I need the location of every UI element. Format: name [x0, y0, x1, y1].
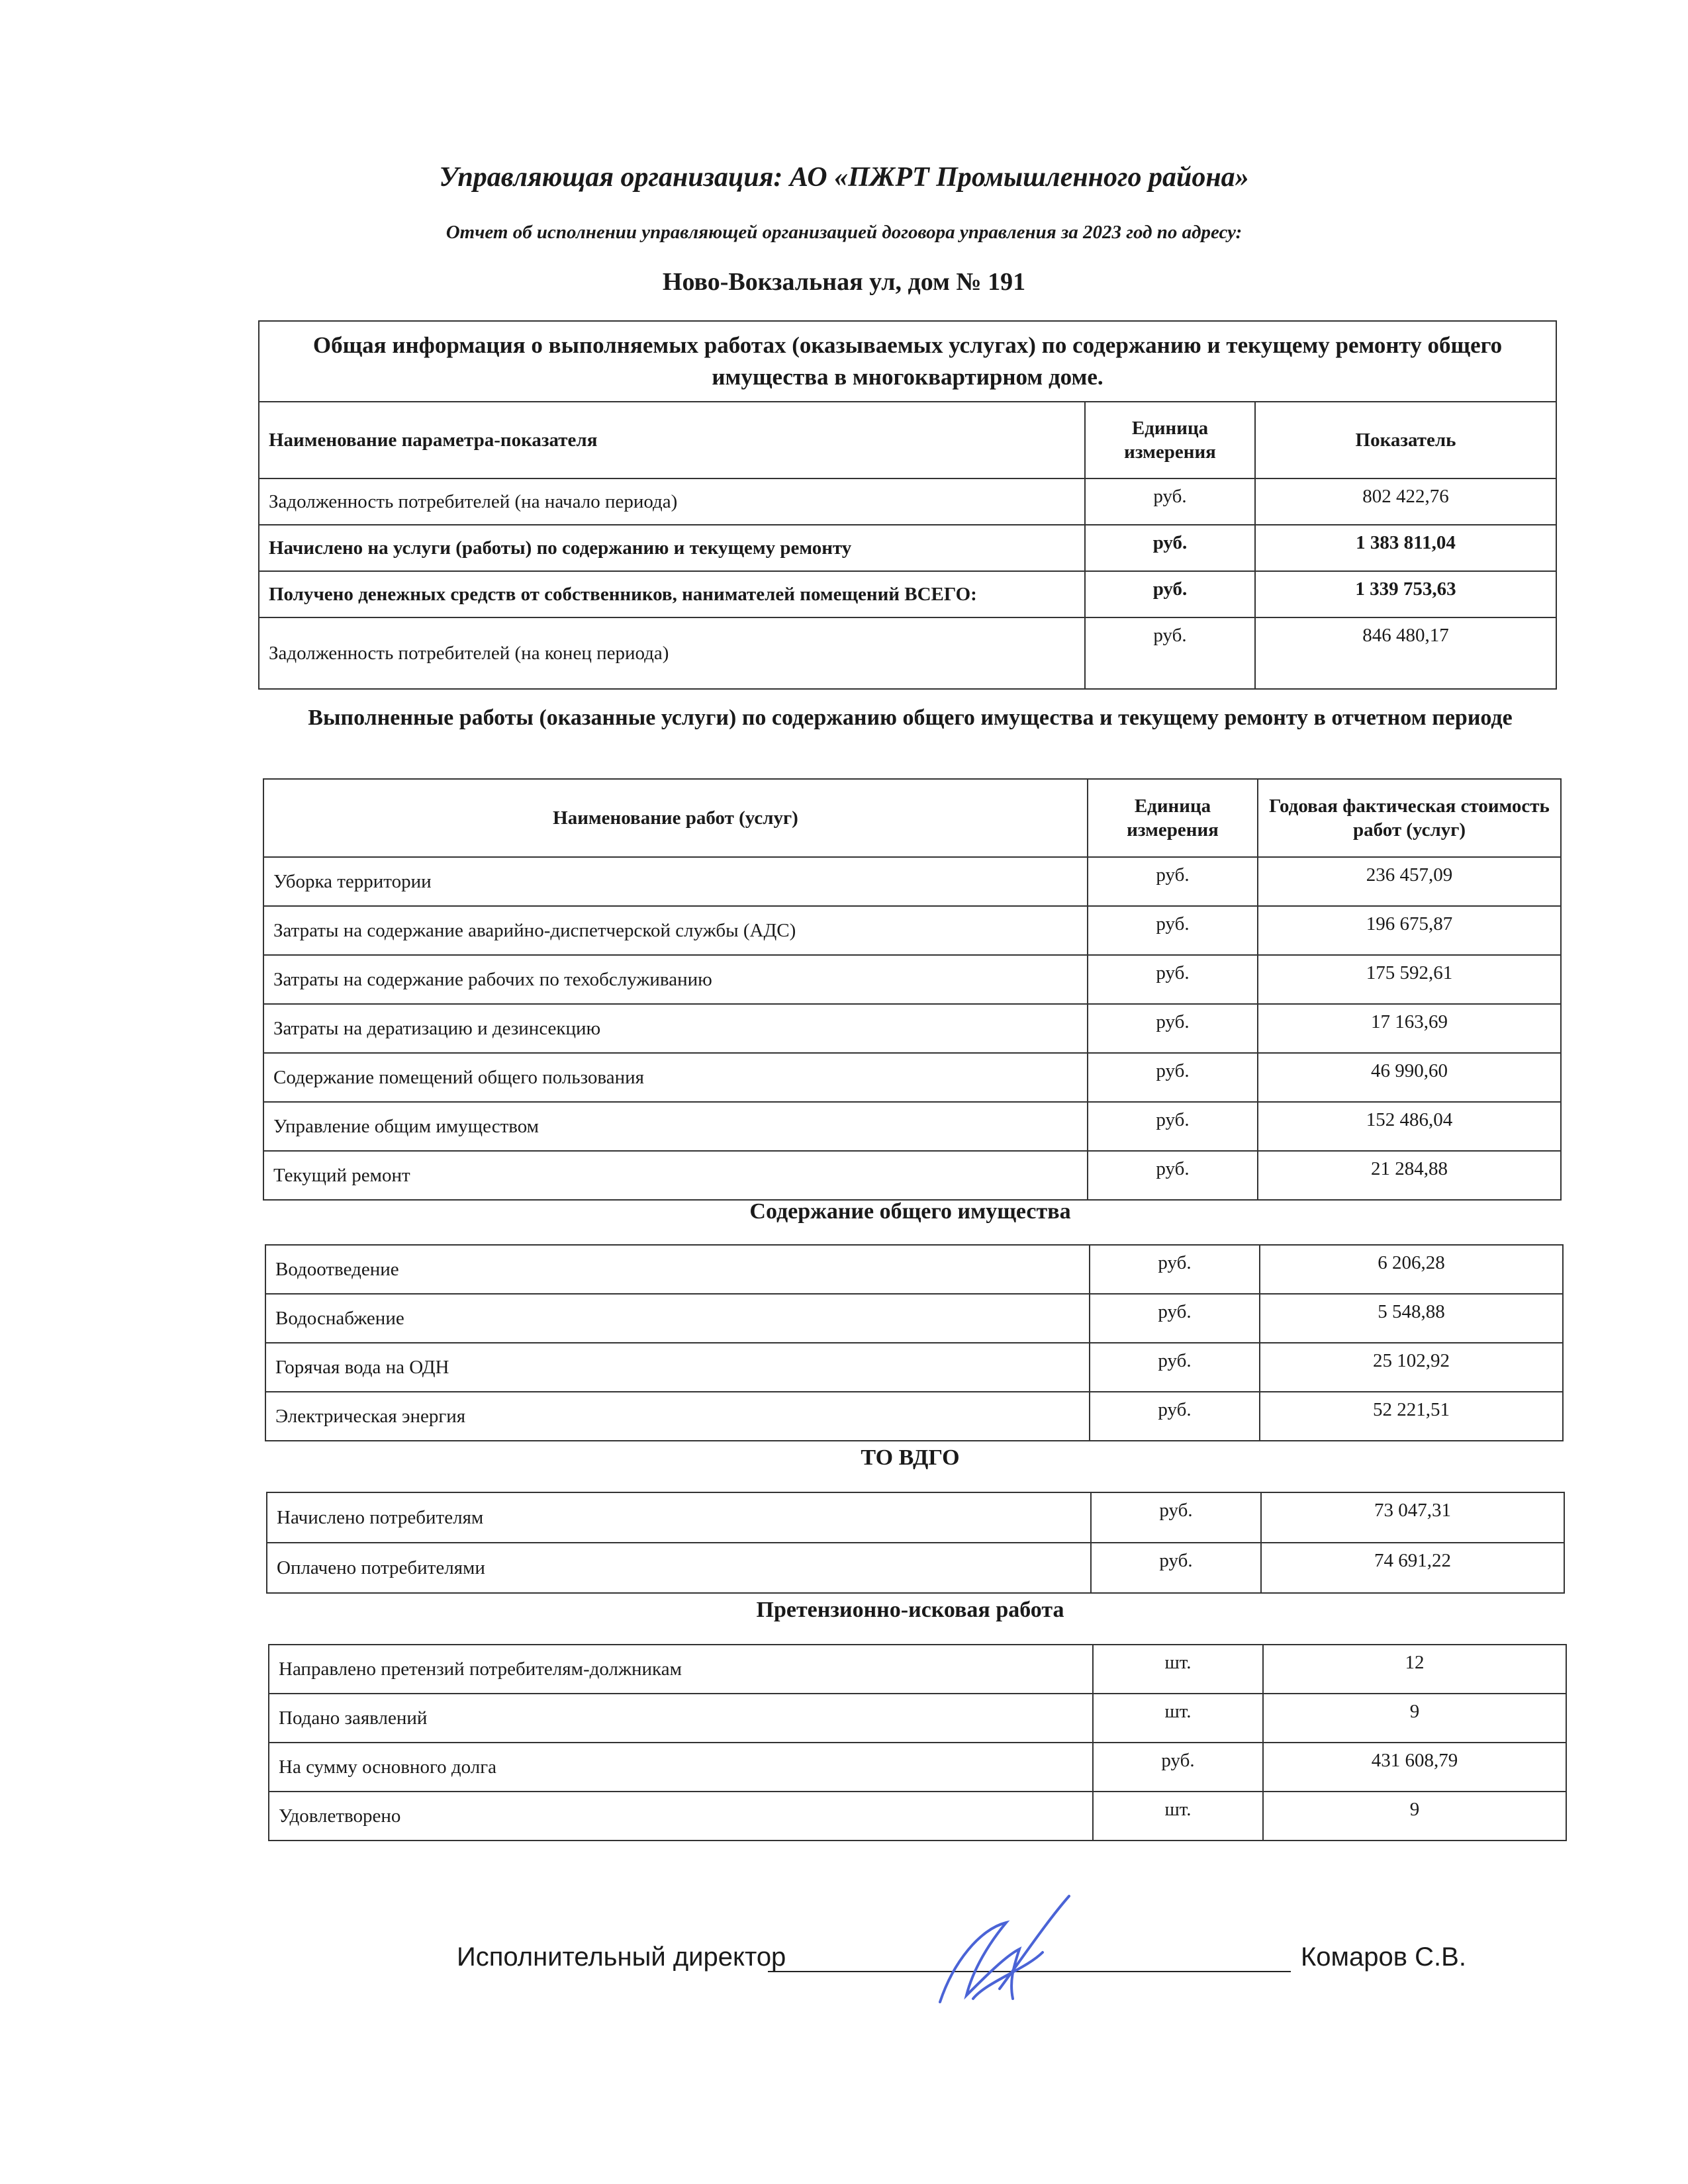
- row-value: 25 102,92: [1260, 1343, 1563, 1392]
- row-value: 52 221,51: [1260, 1392, 1563, 1441]
- col-header-unit: Единица измерения: [1088, 779, 1258, 857]
- row-unit: руб.: [1090, 1343, 1260, 1392]
- table-row: [265, 1392, 1563, 1441]
- row-name: Горячая вода на ОДН: [265, 1343, 1090, 1392]
- row-value: 1 339 753,63: [1255, 571, 1556, 617]
- row-unit: руб.: [1093, 1743, 1263, 1792]
- col-header-unit: Единица измерения: [1085, 402, 1255, 478]
- table-row: [269, 1645, 1566, 1694]
- row-name: Начислено на услуги (работы) по содержанию и текущему ремонту: [259, 525, 1085, 571]
- row-unit: шт.: [1093, 1792, 1263, 1841]
- row-unit: руб.: [1088, 906, 1258, 955]
- row-unit: руб.: [1090, 1245, 1260, 1294]
- works-table: [263, 778, 1562, 1201]
- row-name: Удовлетворено: [269, 1792, 1093, 1841]
- row-name: Задолженность потребителей (на начало периода): [259, 478, 1085, 525]
- row-name: Оплачено потребителями: [267, 1543, 1091, 1593]
- col-header-work-name: Наименование работ (услуг): [263, 779, 1088, 857]
- row-unit: руб.: [1088, 955, 1258, 1004]
- signer-name: Комаров С.В.: [1301, 1942, 1466, 1972]
- row-value: 21 284,88: [1258, 1151, 1561, 1200]
- claims-table: [268, 1644, 1567, 1841]
- row-value: 9: [1263, 1792, 1566, 1841]
- row-unit: руб.: [1085, 525, 1255, 571]
- table-row: [263, 1151, 1561, 1200]
- row-name: Управление общим имуществом: [263, 1102, 1088, 1151]
- row-value: 73 047,31: [1261, 1492, 1564, 1543]
- works-section-title: Выполненные работы (оказанные услуги) по содержанию общего имущества и текущему ремонту в отчетном периоде: [308, 705, 1513, 730]
- table-row: [263, 1004, 1561, 1053]
- row-value: 236 457,09: [1258, 857, 1561, 906]
- table-row: [263, 1102, 1561, 1151]
- col-header-parameter: Наименование параметра-показателя: [259, 402, 1085, 478]
- common-section-title: Содержание общего имущества: [749, 1199, 1071, 1224]
- general-info-table: [258, 320, 1557, 690]
- row-name: Уборка территории: [263, 857, 1088, 906]
- report-title: Отчет об исполнении управляющей организацией договора управления за 2023 год по адресу:: [445, 222, 1243, 243]
- row-unit: руб.: [1091, 1492, 1261, 1543]
- row-value: 431 608,79: [1263, 1743, 1566, 1792]
- row-name: Электрическая энергия: [265, 1392, 1090, 1441]
- row-unit: руб.: [1085, 571, 1255, 617]
- table-row: [259, 478, 1556, 525]
- row-name: Задолженность потребителей (на конец периода): [259, 617, 1085, 689]
- row-unit: шт.: [1093, 1645, 1263, 1694]
- row-name: Начислено потребителям: [267, 1492, 1091, 1543]
- row-unit: руб.: [1088, 1004, 1258, 1053]
- table-row: [265, 1294, 1563, 1343]
- row-value: 846 480,17: [1255, 617, 1556, 689]
- vdgo-table: [266, 1492, 1565, 1594]
- address: Ново-Вокзальная ул, дом № 191: [662, 268, 1026, 296]
- table-row: [265, 1245, 1563, 1294]
- common-property-table: [265, 1244, 1564, 1441]
- row-value: 196 675,87: [1258, 906, 1561, 955]
- row-unit: руб.: [1085, 617, 1255, 689]
- row-name: Затраты на содержание рабочих по техобслуживанию: [263, 955, 1088, 1004]
- table-row: [267, 1492, 1564, 1543]
- row-value: 17 163,69: [1258, 1004, 1561, 1053]
- row-name: Содержание помещений общего пользования: [263, 1053, 1088, 1102]
- table-row: [259, 571, 1556, 617]
- claims-section-title: Претензионно-исковая работа: [756, 1598, 1064, 1622]
- col-header-annual-cost: Годовая фактическая стоимость работ (услуг): [1258, 779, 1561, 857]
- row-unit: руб.: [1085, 478, 1255, 525]
- signer-position: Исполнительный директор: [457, 1942, 786, 1972]
- handwritten-signature: [927, 1883, 1086, 2015]
- row-name: Получено денежных средств от собственников, нанимателей помещений ВСЕГО:: [259, 571, 1085, 617]
- row-value: 46 990,60: [1258, 1053, 1561, 1102]
- row-unit: руб.: [1088, 857, 1258, 906]
- row-name: Затраты на дератизацию и дезинсекцию: [263, 1004, 1088, 1053]
- row-unit: руб.: [1088, 1151, 1258, 1200]
- table-row: [269, 1694, 1566, 1743]
- row-name: Водоотведение: [265, 1245, 1090, 1294]
- table-row: [267, 1543, 1564, 1593]
- row-value: 175 592,61: [1258, 955, 1561, 1004]
- row-value: 9: [1263, 1694, 1566, 1743]
- row-value: 6 206,28: [1260, 1245, 1563, 1294]
- row-value: 5 548,88: [1260, 1294, 1563, 1343]
- table-row: [259, 525, 1556, 571]
- table-row: [263, 906, 1561, 955]
- table-row: [265, 1343, 1563, 1392]
- table-row: [269, 1743, 1566, 1792]
- row-value: 1 383 811,04: [1255, 525, 1556, 571]
- org-title: Управляющая организация: АО «ПЖРТ Промышленного района»: [439, 162, 1249, 193]
- table-row: [263, 1053, 1561, 1102]
- row-name: Текущий ремонт: [263, 1151, 1088, 1200]
- vdgo-section-title: ТО ВДГО: [861, 1445, 960, 1470]
- row-unit: руб.: [1088, 1053, 1258, 1102]
- row-unit: руб.: [1090, 1392, 1260, 1441]
- table-row: [263, 955, 1561, 1004]
- row-name: Подано заявлений: [269, 1694, 1093, 1743]
- table-row: [269, 1792, 1566, 1841]
- row-name: Водоснабжение: [265, 1294, 1090, 1343]
- row-value: 74 691,22: [1261, 1543, 1564, 1593]
- row-name: На сумму основного долга: [269, 1743, 1093, 1792]
- row-unit: руб.: [1091, 1543, 1261, 1593]
- table-row: [259, 617, 1556, 689]
- table-row: [263, 857, 1561, 906]
- row-name: Затраты на содержание аварийно-диспетчерской службы (АДС): [263, 906, 1088, 955]
- row-unit: руб.: [1090, 1294, 1260, 1343]
- row-value: 152 486,04: [1258, 1102, 1561, 1151]
- row-unit: руб.: [1088, 1102, 1258, 1151]
- row-value: 12: [1263, 1645, 1566, 1694]
- col-header-value: Показатель: [1255, 402, 1556, 478]
- row-name: Направлено претензий потребителям-должникам: [269, 1645, 1093, 1694]
- row-value: 802 422,76: [1255, 478, 1556, 525]
- general-info-caption: Общая информация о выполняемых работах (оказываемых услугах) по содержанию и текущему ремонту общего имущества в многоквартирном доме.: [259, 321, 1556, 402]
- row-unit: шт.: [1093, 1694, 1263, 1743]
